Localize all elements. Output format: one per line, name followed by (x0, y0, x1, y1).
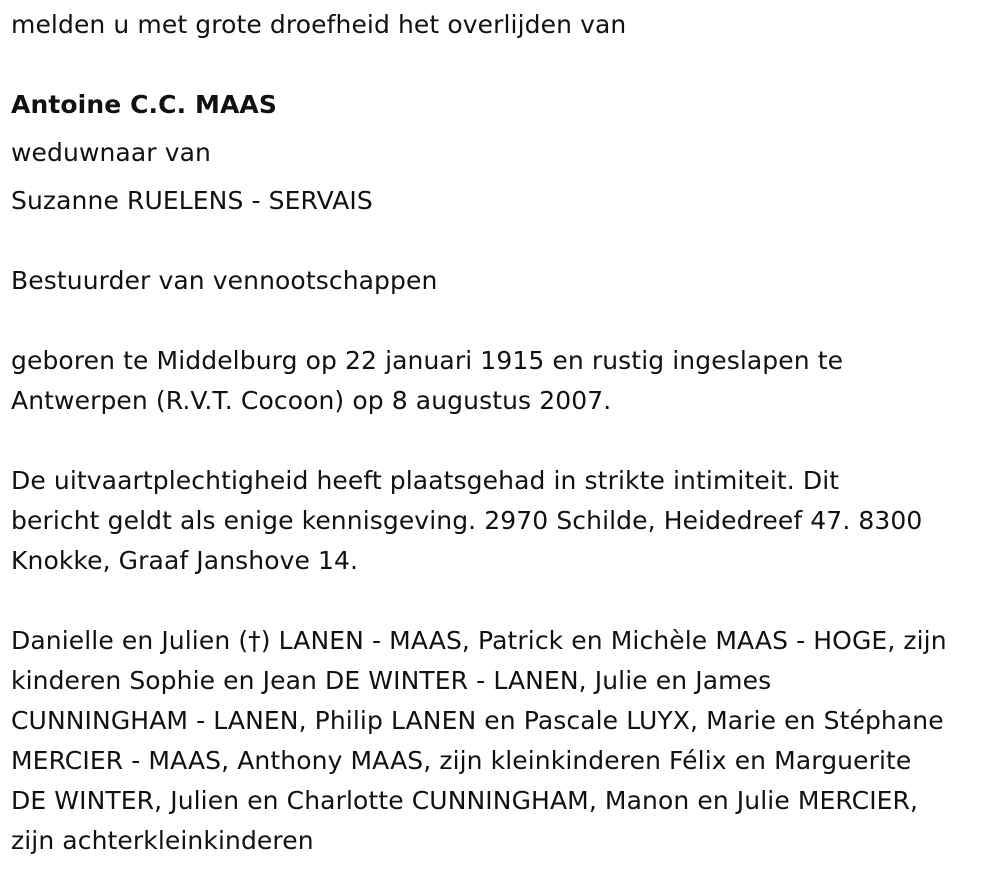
relation-text: weduwnaar van (11, 138, 211, 167)
occupation-text: Bestuurder van vennootschappen (11, 266, 438, 295)
family-line-5: DE WINTER, Julien en Charlotte CUNNINGHAM, Manon en Julie MERCIER, (11, 786, 919, 815)
birth-death-line-2: Antwerpen (R.V.T. Cocoon) op 8 augustus 2007. (11, 386, 612, 415)
spouse-name: Suzanne RUELENS - SERVAIS (11, 186, 373, 215)
ceremony-line-1: De uitvaartplechtigheid heeft plaatsgehad in strikte intimiteit. Dit (11, 466, 840, 495)
family-line-1: Danielle en Julien (†) LANEN - MAAS, Patrick en Michèle MAAS - HOGE, zijn (11, 626, 947, 655)
ceremony-line-2: bericht geldt als enige kennisgeving. 2970 Schilde, Heidedreef 47. 8300 (11, 506, 923, 535)
intro-text: melden u met grote droefheid het overlijden van (11, 10, 627, 39)
family-line-6: zijn achterkleinkinderen (11, 826, 314, 855)
deceased-name: Antoine C.C. MAAS (11, 90, 277, 119)
family-line-2: kinderen Sophie en Jean DE WINTER - LANEN, Julie en James (11, 666, 772, 695)
ceremony-line-3: Knokke, Graaf Janshove 14. (11, 546, 359, 575)
family-line-3: CUNNINGHAM - LANEN, Philip LANEN en Pascale LUYX, Marie en Stéphane (11, 706, 944, 735)
birth-death-line-1: geboren te Middelburg op 22 januari 1915 en rustig ingeslapen te (11, 346, 844, 375)
family-line-4: MERCIER - MAAS, Anthony MAAS, zijn kleinkinderen Félix en Marguerite (11, 746, 912, 775)
